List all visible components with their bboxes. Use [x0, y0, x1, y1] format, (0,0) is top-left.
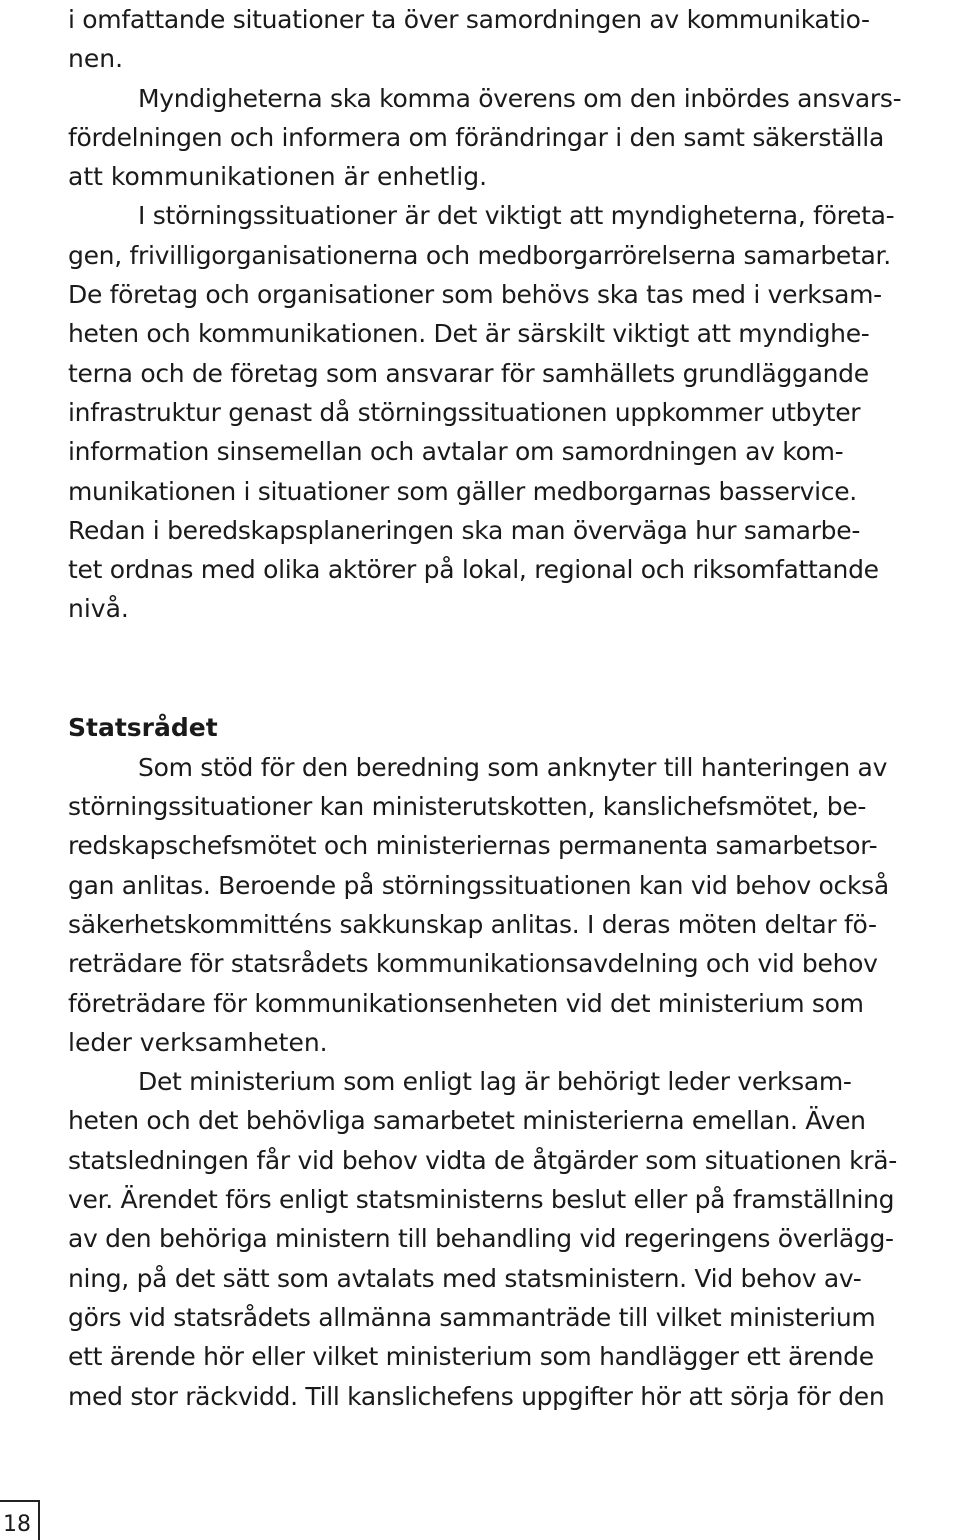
text-line: Redan i beredskapsplaneringen ska man överväga hur samarbe-	[68, 515, 861, 545]
document-page	[68, 0, 956, 1416]
text-line: säkerhetskommitténs sakkunskap anlitas. I deras möten deltar fö-	[68, 909, 877, 939]
text-line: nivå.	[68, 594, 129, 624]
text-line: Som stöd för den beredning som anknyter till hanteringen av	[138, 752, 888, 782]
section-spacer	[68, 629, 956, 708]
text-line: ning, på det sätt som avtalats med statsministern. Vid behov av-	[68, 1263, 862, 1293]
text-line: leder verksamheten.	[68, 1027, 328, 1057]
text-line: reträdare för statsrådets kommunikationsavdelning och vid behov	[68, 949, 878, 979]
paragraph	[68, 196, 956, 628]
text-line: företrädare för kommunikationsenheten vid det ministerium som	[68, 988, 864, 1018]
text-line: att kommunikationen är enhetlig.	[68, 162, 488, 192]
page-number-box	[0, 1500, 40, 1540]
text-line: infrastruktur genast då störningssituationen uppkommer utbyter	[68, 397, 861, 427]
text-line: I störningssituationer är det viktigt att myndigheterna, företa-	[138, 201, 895, 231]
page-number: 18	[3, 1512, 31, 1537]
text-line: De företag och organisationer som behövs ska tas med i verksam-	[68, 280, 882, 310]
text-line: Det ministerium som enligt lag är behörigt leder verksam-	[138, 1067, 852, 1097]
text-line: görs vid statsrådets allmänna sammanträde till vilket ministerium	[68, 1302, 876, 1332]
text-line: munikationen i situationer som gäller medborgarnas basservice.	[68, 476, 857, 506]
text-line: statsledningen får vid behov vidta de åtgärder som situationen krä-	[68, 1145, 897, 1175]
text-line: av den behöriga ministern till behandling vid regeringens överlägg-	[68, 1224, 894, 1254]
text-line: störningssituationer kan ministerutskotten, kanslichefsmötet, be-	[68, 792, 867, 822]
text-line: i omfattande situationer ta över samordningen av kommunikatio-	[68, 5, 870, 34]
text-line: tet ordnas med olika aktörer på lokal, regional och riksomfattande	[68, 555, 879, 585]
text-line: terna och de företag som ansvarar för samhällets grundläggande	[68, 358, 869, 388]
text-line: ett ärende hör eller vilket ministerium som handlägger ett ärende	[68, 1342, 874, 1372]
text-line: heten och kommunikationen. Det är särskilt viktigt att myndighe-	[68, 319, 870, 349]
text-line: med stor räckvidd. Till kanslichefens uppgifter hör att sörja för den	[68, 1381, 885, 1411]
section-heading: Statsrådet	[68, 712, 218, 742]
text-line: redskapschefsmötet och ministeriernas permanenta samarbetsor-	[68, 831, 878, 861]
text-line: heten och det behövliga samarbetet ministerierna emellan. Även	[68, 1106, 866, 1136]
text-line: Myndigheterna ska komma överens om den inbördes ansvars-	[138, 83, 902, 113]
text-line: information sinsemellan och avtalar om samordningen av kom-	[68, 437, 844, 467]
paragraph	[68, 79, 956, 197]
text-line: gen, frivilligorganisationerna och medborgarrörelserna samarbetar.	[68, 240, 891, 270]
text-line: gan anlitas. Beroende på störningssituationen kan vid behov också	[68, 870, 889, 900]
text-line: fördelningen och informera om förändringar i den samt säkerställa	[68, 122, 884, 152]
text-line: ver. Ärendet förs enligt statsministerns beslut eller på framställning	[68, 1185, 895, 1215]
paragraph	[68, 1062, 956, 1416]
paragraph	[68, 748, 956, 1062]
paragraph	[68, 0, 956, 79]
text-line: nen.	[68, 44, 124, 74]
